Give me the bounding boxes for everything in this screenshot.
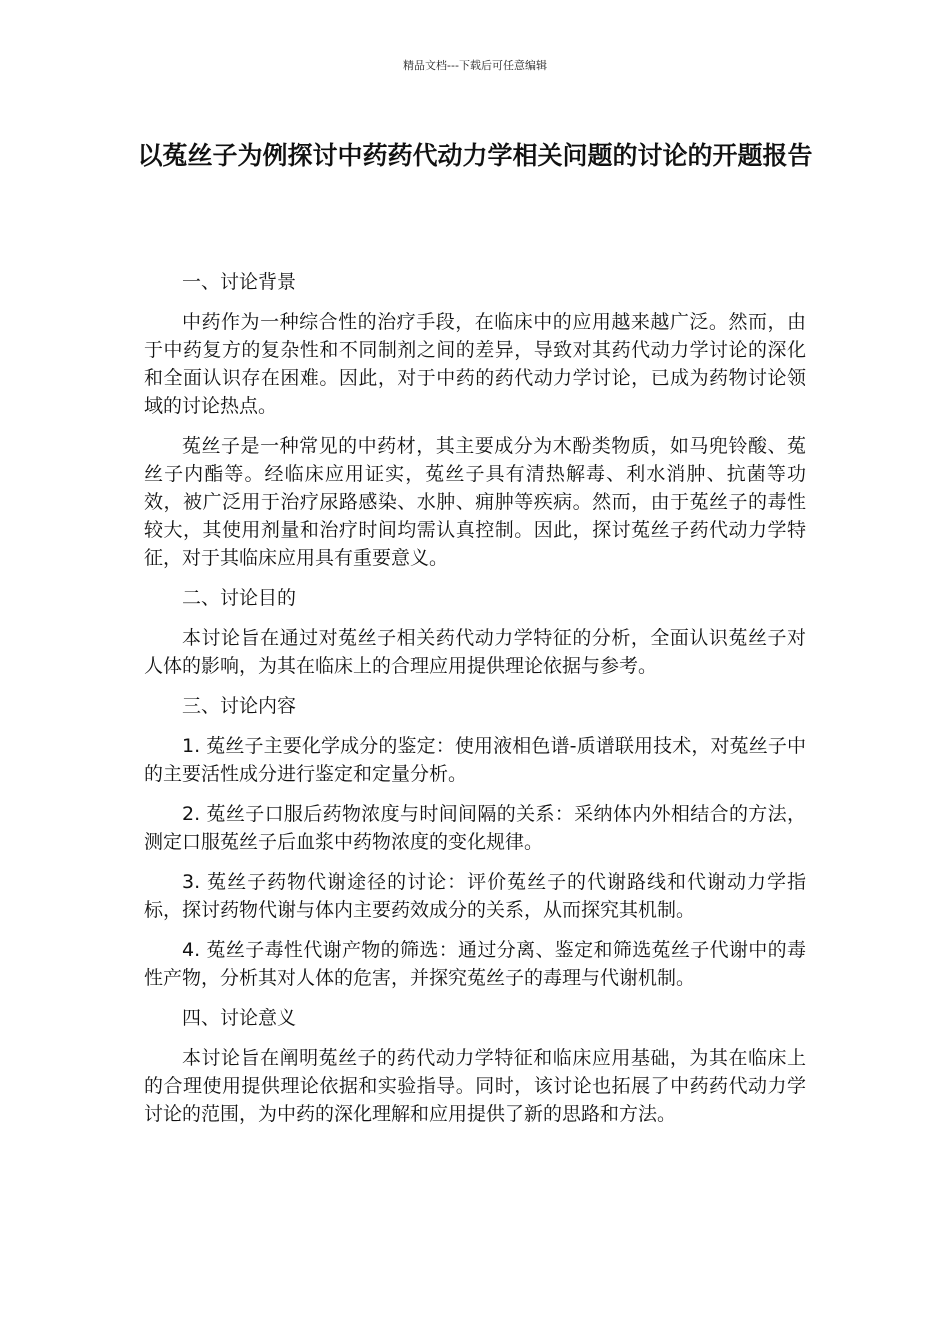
background-paragraph-2: 菟丝子是一种常见的中药材，其主要成分为木酚类物质，如马兜铃酸、菟丝子内酯等。经临床应用证实，菟丝子具有清热解毒、利水消肿、抗菌等功效，被广泛用于治疗尿路感染、水肿、痈肿等疾病。然而，由于菟丝子的毒性较大，其使用剂量和治疗时间均需认真控制。因此，探讨菟丝子药代动力学特征，对于其临床应用具有重要意义。 [144,435,806,569]
significance-paragraph: 本讨论旨在阐明菟丝子的药代动力学特征和临床应用基础，为其在临床上的合理使用提供理论依据和实验指导。同时，该讨论也拓展了中药药代动力学讨论的范围，为中药的深化理解和应用提供了新的思路和方法。 [144,1047,806,1125]
section-heading-background: 一、讨论背景 [182,271,297,293]
content-item-2: 2. 菟丝子口服后药物浓度与时间间隔的关系：采纳体内外相结合的方法，测定口服菟丝子后血浆中药物浓度的变化规律。 [144,803,806,853]
section-heading-content: 三、讨论内容 [182,695,297,717]
section-heading-significance: 四、讨论意义 [182,1007,297,1029]
section-heading-purpose: 二、讨论目的 [182,587,297,609]
content-item-4: 4. 菟丝子毒性代谢产物的筛选：通过分离、鉴定和筛选菟丝子代谢中的毒性产物，分析其对人体的危害，并探究菟丝子的毒理与代谢机制。 [144,939,806,989]
document-title: 以菟丝子为例探讨中药药代动力学相关问题的讨论的开题报告 [137,141,813,170]
content-item-1: 1. 菟丝子主要化学成分的鉴定：使用液相色谱-质谱联用技术，对菟丝子中的主要活性成分进行鉴定和定量分析。 [144,735,806,785]
purpose-paragraph: 本讨论旨在通过对菟丝子相关药代动力学特征的分析，全面认识菟丝子对人体的影响，为其在临床上的合理应用提供理论依据与参考。 [144,627,806,677]
content-item-3: 3. 菟丝子药物代谢途径的讨论：评价菟丝子的代谢路线和代谢动力学指标，探讨药物代谢与体内主要药效成分的关系，从而探究其机制。 [144,871,806,921]
header-note: 精品文档---下载后可任意编辑 [403,59,547,72]
background-paragraph-1: 中药作为一种综合性的治疗手段，在临床中的应用越来越广泛。然而，由于中药复方的复杂性和不同制剂之间的差异，导致对其药代动力学讨论的深化和全面认识存在困难。因此，对于中药的药代动力学讨论，已成为药物讨论领域的讨论热点。 [144,311,806,417]
document-body [144,268,806,1140]
